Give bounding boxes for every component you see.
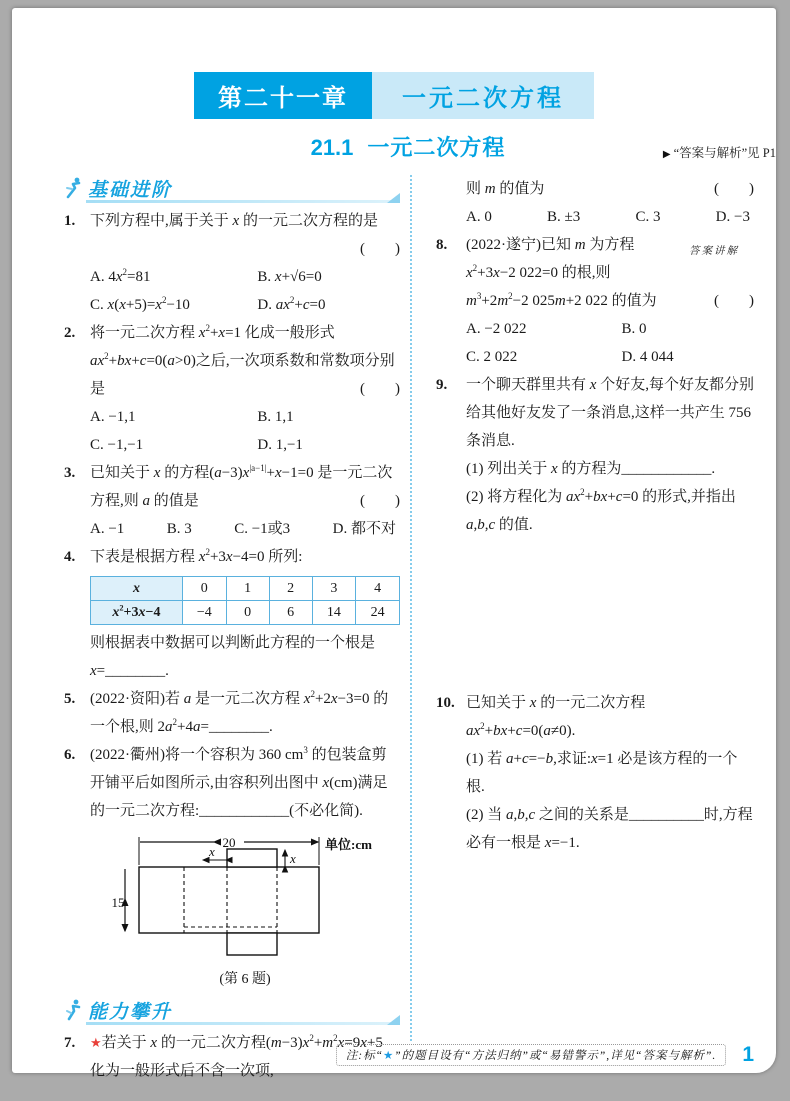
question-1 <box>64 207 400 319</box>
table-cell: 4 <box>356 577 400 601</box>
answers-reference-text: “答案与解析”见 P1 <box>673 146 776 160</box>
options <box>90 515 400 543</box>
table-cell: 2 <box>269 577 312 601</box>
table-cell: 0 <box>182 577 226 601</box>
answers-reference <box>663 143 776 161</box>
question-body <box>90 319 400 459</box>
option-c: C. −1或3 <box>234 521 291 537</box>
footnote <box>336 1044 727 1066</box>
option-a: A. 0 <box>466 209 492 225</box>
question-4 <box>64 543 400 685</box>
question-body <box>466 175 754 231</box>
footnote-suffix: ”的题目设有“方法归纳”或“易错警示”,详见“答案与解析”. <box>394 1050 717 1062</box>
question-body <box>90 459 400 543</box>
option-b: B. ±3 <box>547 209 581 225</box>
workbook-page <box>12 8 776 1079</box>
bottom-tab <box>227 933 277 955</box>
question-body <box>466 689 754 857</box>
options <box>90 263 400 319</box>
question-part-1: (1) 列出关于 x 的方程为____________. <box>466 461 716 477</box>
question-body <box>90 685 400 741</box>
section-title-row <box>12 131 776 163</box>
question-number: 8. <box>436 237 448 253</box>
table-cell: 3 <box>312 577 356 601</box>
table-cell: −4 <box>182 601 226 625</box>
options <box>466 315 754 371</box>
option-b: B. 1,1 <box>257 409 294 425</box>
table-cell: 24 <box>356 601 400 625</box>
question-stem <box>466 175 754 203</box>
question-number: 5. <box>64 691 76 707</box>
section-header-basic <box>64 175 400 205</box>
star-icon: ★ <box>90 1035 102 1050</box>
question-number: 9. <box>436 377 448 393</box>
section-header-label: 能力攀升 <box>88 1002 173 1023</box>
question-2 <box>64 319 400 459</box>
question-number-spacer <box>436 175 466 231</box>
question-followup: 则根据表中数据可以判断此方程的一个根是 x=________. <box>90 635 376 679</box>
option-c: C. 3 <box>635 209 661 225</box>
question-number: 2. <box>64 325 76 341</box>
main-rect <box>139 867 319 933</box>
table-cell: 14 <box>312 601 356 625</box>
option-b: B. 3 <box>166 521 192 537</box>
table-cell: 6 <box>269 601 312 625</box>
question-number: 3. <box>64 465 76 481</box>
table-row <box>91 577 400 601</box>
question-7-continued <box>436 175 754 231</box>
stem-text: 则 m 的值为 <box>466 181 545 197</box>
tab-height-label: x <box>290 851 296 866</box>
table-cell: 1 <box>226 577 269 601</box>
runner-icon <box>64 998 84 1022</box>
option-b: B. x+√6=0 <box>257 269 322 285</box>
question-10 <box>436 689 754 857</box>
options <box>466 203 754 231</box>
answer-bracket: ( ) <box>714 181 754 197</box>
question-stem: 已知关于 x 的一元二次方程 $ax^2+bx+c=0(a\ne 0)$. <box>466 695 646 739</box>
question-number: 6. <box>64 747 76 763</box>
question-body <box>90 207 400 319</box>
answer-bracket: ( ) <box>360 493 400 509</box>
question-number: 10. <box>436 695 455 711</box>
option-c: C. 2 022 <box>466 349 518 365</box>
stem-text: 将一元二次方程 $x^2+x=1$ 化成一般形式 $ax^2+bx+c=0(a>0)$之后,一次项系数和常数项分别是 <box>90 323 395 397</box>
option-b: B. 0 <box>621 321 647 337</box>
question-part-2: (2) 当 a,b,c 之间的关系是__________时,方程必有一根是 x=−1. <box>466 807 753 851</box>
option-d: D. 4 044 <box>621 349 674 365</box>
answer-bracket: ( ) <box>360 241 400 257</box>
section-title <box>311 135 506 160</box>
chapter-title: 一元二次方程 <box>372 72 594 119</box>
tab-width-label: x <box>209 844 215 859</box>
stem-text: 若关于 x 的一元二次方程$(m-3)x^2+m^2x=9x+5$ 化为一般形式后不含一次项, <box>90 1033 383 1079</box>
box-figure <box>109 829 381 989</box>
question-stem: 下列方程中,属于关于 x 的一元二次方程的是 <box>90 213 378 229</box>
question-8 <box>436 231 754 371</box>
question-stem: 一个聊天群里共有 x 个好友,每个好友都分别给其他好友发了一条消息,这样一共产生 756 条消息. <box>466 377 754 449</box>
question-number: 1. <box>64 213 76 229</box>
question-number: 4. <box>64 549 76 565</box>
option-a: A. $4x^2=81$ <box>90 267 151 285</box>
pointer-icon: ▶ <box>662 149 671 160</box>
triangle-icon <box>387 193 400 203</box>
table-cell: 0 <box>226 601 269 625</box>
answer-bracket: ( ) <box>360 381 400 397</box>
triangle-icon <box>387 1015 400 1025</box>
box-net-diagram <box>109 829 381 961</box>
section-header-advanced <box>64 997 400 1027</box>
column-divider <box>410 175 412 1041</box>
question-stem <box>466 231 754 315</box>
question-part-2: (2) 将方程化为 $ax^2+bx+c=0$ 的形式,并指出 a,b,c 的值. <box>466 487 736 533</box>
option-a: A. −1,1 <box>90 409 136 425</box>
section-number: 21.1 <box>310 135 354 160</box>
page-number: 1 <box>742 1043 754 1066</box>
question-body <box>90 543 400 685</box>
question-3 <box>64 459 400 543</box>
option-c: C. $x(x+5)=x^2-10$ <box>90 295 190 313</box>
figure-caption: (第 6 题) <box>219 972 271 987</box>
qr-caption: 答案讲解 <box>689 246 739 257</box>
height-label: 15 <box>111 895 125 910</box>
question-part-1: (1) 若 a+c=−b,求证:x=1 必是该方程的一个根. <box>466 751 738 795</box>
option-d: D. $ax^2+c=0$ <box>257 295 326 313</box>
runner-icon <box>64 176 84 200</box>
section-name: 一元二次方程 <box>367 135 506 160</box>
table-cell: $x^2+3x-4$ <box>91 601 183 625</box>
question-number: 7. <box>64 1035 76 1051</box>
question-stem <box>90 319 400 403</box>
star-icon: ★ <box>382 1050 395 1062</box>
footnote-prefix: 注:标“ <box>345 1050 383 1062</box>
chapter-number: 第二十一章 <box>194 72 372 119</box>
stem-text: 已知关于 x 的方程$(a-3)x^{|a-1|}+x-1=0$ 是一元二次方程,则 a 的值是 <box>90 463 393 509</box>
question-body <box>90 741 400 989</box>
page-footer <box>336 1043 754 1067</box>
question-6 <box>64 741 400 989</box>
values-table <box>90 576 400 625</box>
option-a: A. −2 022 <box>466 321 527 337</box>
table-row <box>91 601 400 625</box>
question-stem: 下表是根据方程 $x^2+3x-4=0$ 所列: <box>90 547 303 565</box>
answer-bracket: ( ) <box>714 293 754 309</box>
question-body <box>466 371 754 539</box>
top-tab <box>227 849 277 867</box>
unit-label: 单位:cm <box>325 837 372 852</box>
question-stem: (2022·资阳)若 a 是一元二次方程 $x^2+2x-3=0$ 的一个根,则 $2a^2+4a=\_\_\_\_\_\_\_\_$. <box>90 689 389 735</box>
question-5 <box>64 685 400 741</box>
question-stem <box>90 459 400 515</box>
option-d: D. 1,−1 <box>257 437 303 453</box>
option-d: D. 都不对 <box>332 521 396 537</box>
option-c: C. −1,−1 <box>90 437 144 453</box>
question-9 <box>436 371 754 539</box>
question-stem: (2022·衢州)将一个容积为 360 $cm^3$ 的包装盒剪开铺平后如图所示,由容积列出图中 x(cm)满足的一元二次方程:____________(不必化简). <box>90 745 388 819</box>
qr-code-area <box>674 235 754 266</box>
right-column <box>436 175 754 1041</box>
options <box>90 403 400 459</box>
section-header-label: 基础进阶 <box>88 180 173 201</box>
chapter-banner <box>194 72 594 119</box>
question-body <box>466 231 754 371</box>
table-cell: x <box>91 577 183 601</box>
stem-text: (2022·遂宁)已知 m 为方程 $x^2+3x-2$ 022=0 的根,则 $m^3+2m^2-2$ 025m+2 022 的值为 <box>466 237 657 309</box>
width-label: 20 <box>222 835 236 850</box>
option-a: A. −1 <box>90 521 125 537</box>
option-d: D. −3 <box>715 209 750 225</box>
